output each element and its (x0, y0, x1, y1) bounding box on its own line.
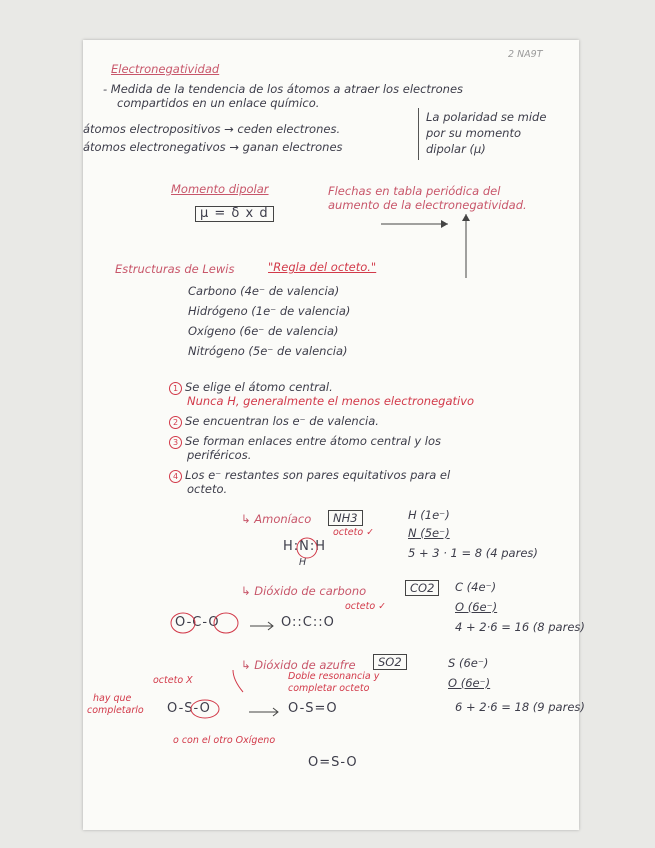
ammonia-calc-3: 5 + 3 · 1 = 8 (4 pares) (408, 546, 538, 560)
co2-oxygen-circle (171, 613, 195, 633)
step-3-line-2: periféricos. (187, 448, 252, 462)
ammonia-label: ↳ Amoníaco (241, 512, 312, 526)
so2-note-left-1: hay que (93, 693, 132, 704)
co2-right-structure: O::C::O (281, 615, 335, 630)
step-4-line-2: octeto. (187, 482, 228, 496)
ammonia-nitrogen-circle (297, 538, 317, 558)
ammonia-calc-2: N (5e⁻) (408, 526, 450, 540)
so2-formula: SO2 (373, 654, 407, 670)
step-number: 2 (169, 416, 182, 429)
so2-sulfur-circle (191, 700, 219, 718)
vertical-arrowhead (462, 214, 470, 221)
co2-label: ↳ Dióxido de carbono (241, 584, 367, 598)
step-number: 1 (169, 382, 182, 395)
polarity-note-3: dipolar (μ) (426, 142, 486, 156)
so2-left-structure: O-S-O (167, 701, 211, 716)
so2-note-right-1: Doble resonancia y (288, 671, 380, 682)
electropositive-atoms: átomos electropositivos → ceden electrones. (83, 122, 341, 136)
horizontal-arrowhead (441, 220, 448, 228)
step-4: 4 Los e⁻ restantes son pares equitativos para el (169, 468, 450, 483)
so2-octet-x: octeto X (153, 675, 193, 686)
valence-oxygen: Oxígeno (6e⁻ de valencia) (188, 324, 339, 338)
step-2: 2 Se encuentran los e⁻ de valencia. (169, 414, 379, 429)
electronegative-atoms: átomos electronegativos → ganan electrones (83, 140, 343, 154)
lewis-title: Estructuras de Lewis (115, 262, 235, 276)
polarity-note-1: La polaridad se mide (426, 110, 547, 124)
arrows-note-2: aumento de la electronegatividad. (328, 198, 527, 212)
dipole-formula: μ = δ x d (195, 206, 274, 222)
so2-octet-pointer (233, 670, 243, 692)
polarity-note-2: por su momento (426, 126, 522, 140)
co2-calc-1: C (4e⁻) (455, 580, 497, 594)
annotation-drawings (83, 40, 579, 830)
step-number: 4 (169, 470, 182, 483)
step-number: 3 (169, 436, 182, 449)
so2-alt-note: o con el otro Oxígeno (173, 735, 276, 746)
ammonia-octet: octeto ✓ (333, 527, 375, 538)
so2-reaction-arrow (249, 708, 278, 716)
co2-reaction-arrow (250, 622, 273, 630)
co2-calc-2: O (6e⁻) (455, 600, 498, 614)
valence-hydrogen: Hidrógeno (1e⁻ de valencia) (188, 304, 351, 318)
ammonia-structure-below: H (299, 557, 307, 568)
notebook-page (83, 40, 585, 830)
corner-mark: 2 NA9T (508, 49, 543, 60)
so2-calc-3: 6 + 2·6 = 18 (9 pares) (455, 700, 585, 714)
ammonia-structure: H:N:H (283, 539, 327, 554)
lewis-subtitle: "Regla del octeto." (268, 260, 377, 274)
co2-left-structure: O-C-O (175, 615, 220, 630)
definition-line-1: - Medida de la tendencia de los átomos a atraer los electrones (103, 82, 464, 96)
so2-calc-2: O (6e⁻) (448, 676, 491, 690)
so2-calc-1: S (6e⁻) (448, 656, 489, 670)
co2-octet: octeto ✓ (345, 601, 387, 612)
page-title: Electronegatividad (111, 62, 220, 76)
so2-alt-structure: O=S-O (308, 755, 358, 770)
definition-line-2: compartidos en un enlace químico. (117, 96, 320, 110)
so2-note-right-2: completar octeto (288, 683, 370, 694)
step-1: 1 Se elige el átomo central. (169, 380, 333, 395)
dipole-title: Momento dipolar (171, 182, 269, 196)
arrows-note-1: Flechas en tabla periódica del (328, 184, 501, 198)
so2-note-left-2: completarlo (87, 705, 144, 716)
step-3: 3 Se forman enlaces entre átomo central y los (169, 434, 441, 449)
ammonia-calc-1: H (1e⁻) (408, 508, 450, 522)
co2-oxygen-circle (214, 613, 238, 633)
so2-middle-structure: O-S=O (288, 701, 338, 716)
co2-formula: CO2 (405, 580, 439, 596)
ammonia-formula: NH3 (328, 510, 363, 526)
so2-label: ↳ Dióxido de azufre (241, 658, 356, 672)
valence-carbon: Carbono (4e⁻ de valencia) (188, 284, 340, 298)
co2-calc-3: 4 + 2·6 = 16 (8 pares) (455, 620, 585, 634)
valence-nitrogen: Nitrógeno (5e⁻ de valencia) (188, 344, 348, 358)
step-1-note: Nunca H, generalmente el menos electronegativo (187, 394, 475, 408)
